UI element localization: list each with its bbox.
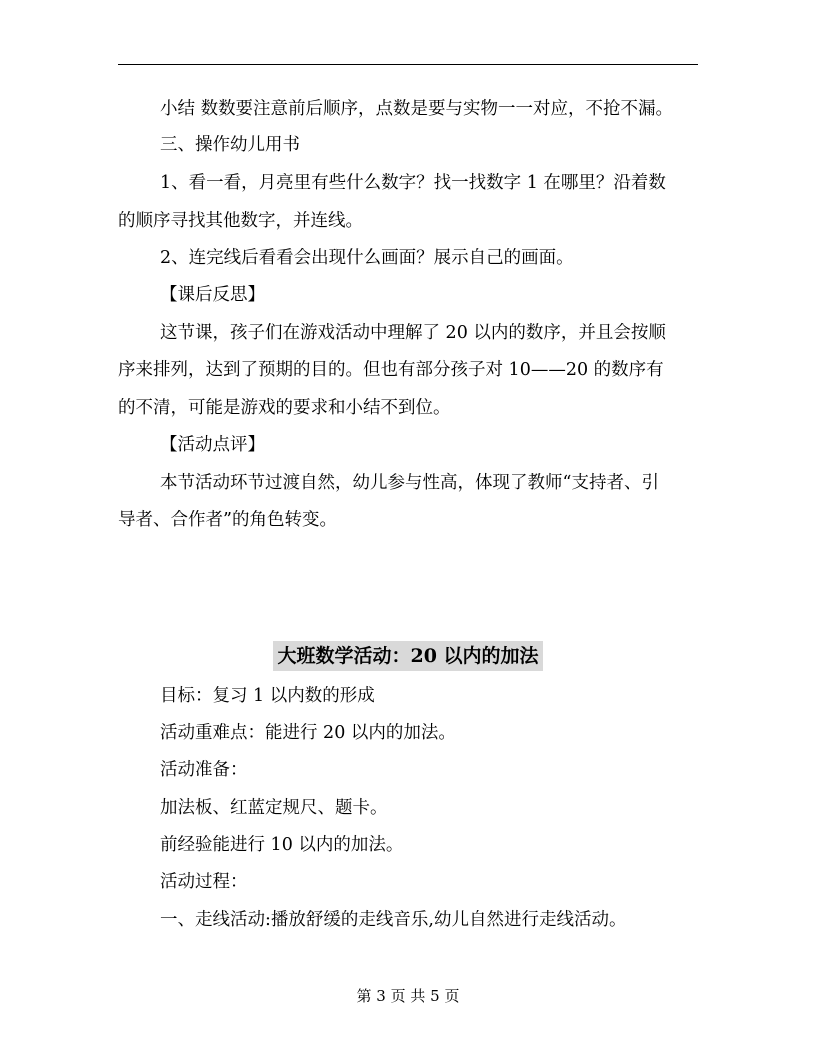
section-line: 前经验能进行 10 以内的加法。	[160, 835, 404, 855]
section-line: 活动过程：	[160, 872, 248, 892]
paragraph-line: 导者、合作者”的角色转变。	[118, 510, 337, 530]
paragraph-line: 小结 数数要注意前后顺序，点数是要与实物一一对应，不抢不漏。	[160, 99, 674, 119]
header-rule	[118, 64, 698, 65]
paragraph-line: 序来排列，达到了预期的目的。但也有部分孩子对 10——20 的数序有	[118, 360, 664, 380]
paragraph-line: 的顺序寻找其他数字，并连线。	[118, 211, 363, 231]
section-line: 目标：复习 1 以内数的形成	[160, 686, 375, 706]
paragraph-line: 1、看一看，月亮里有些什么数字？找一找数字 1 在哪里？沿着数	[160, 173, 666, 193]
paragraph-line: 2、连完线后看看会出现什么画面？展示自己的画面。	[160, 248, 574, 268]
section-heading: 【活动点评】	[160, 435, 265, 455]
paragraph-line: 的不清，可能是游戏的要求和小结不到位。	[118, 398, 451, 418]
section-title-wrap	[0, 641, 816, 671]
paragraph-line: 这节课，孩子们在游戏活动中理解了 20 以内的数序，并且会按顺	[160, 323, 666, 343]
section-line: 加法板、红蓝定规尺、题卡。	[160, 798, 388, 818]
section-line: 一、走线活动:播放舒缓的走线音乐,幼儿自然进行走线活动。	[160, 910, 627, 930]
section-heading: 【课后反思】	[160, 285, 265, 305]
page-footer: 第 3 页 共 5 页	[356, 987, 460, 1005]
section-title: 大班数学活动：20 以内的加法	[273, 641, 542, 671]
paragraph-line: 三、操作幼儿用书	[160, 135, 300, 155]
section-line: 活动重难点：能进行 20 以内的加法。	[160, 723, 456, 743]
paragraph-line: 本节活动环节过渡自然，幼儿参与性高，体现了教师“支持者、引	[160, 473, 659, 493]
section-line: 活动准备：	[160, 760, 248, 780]
